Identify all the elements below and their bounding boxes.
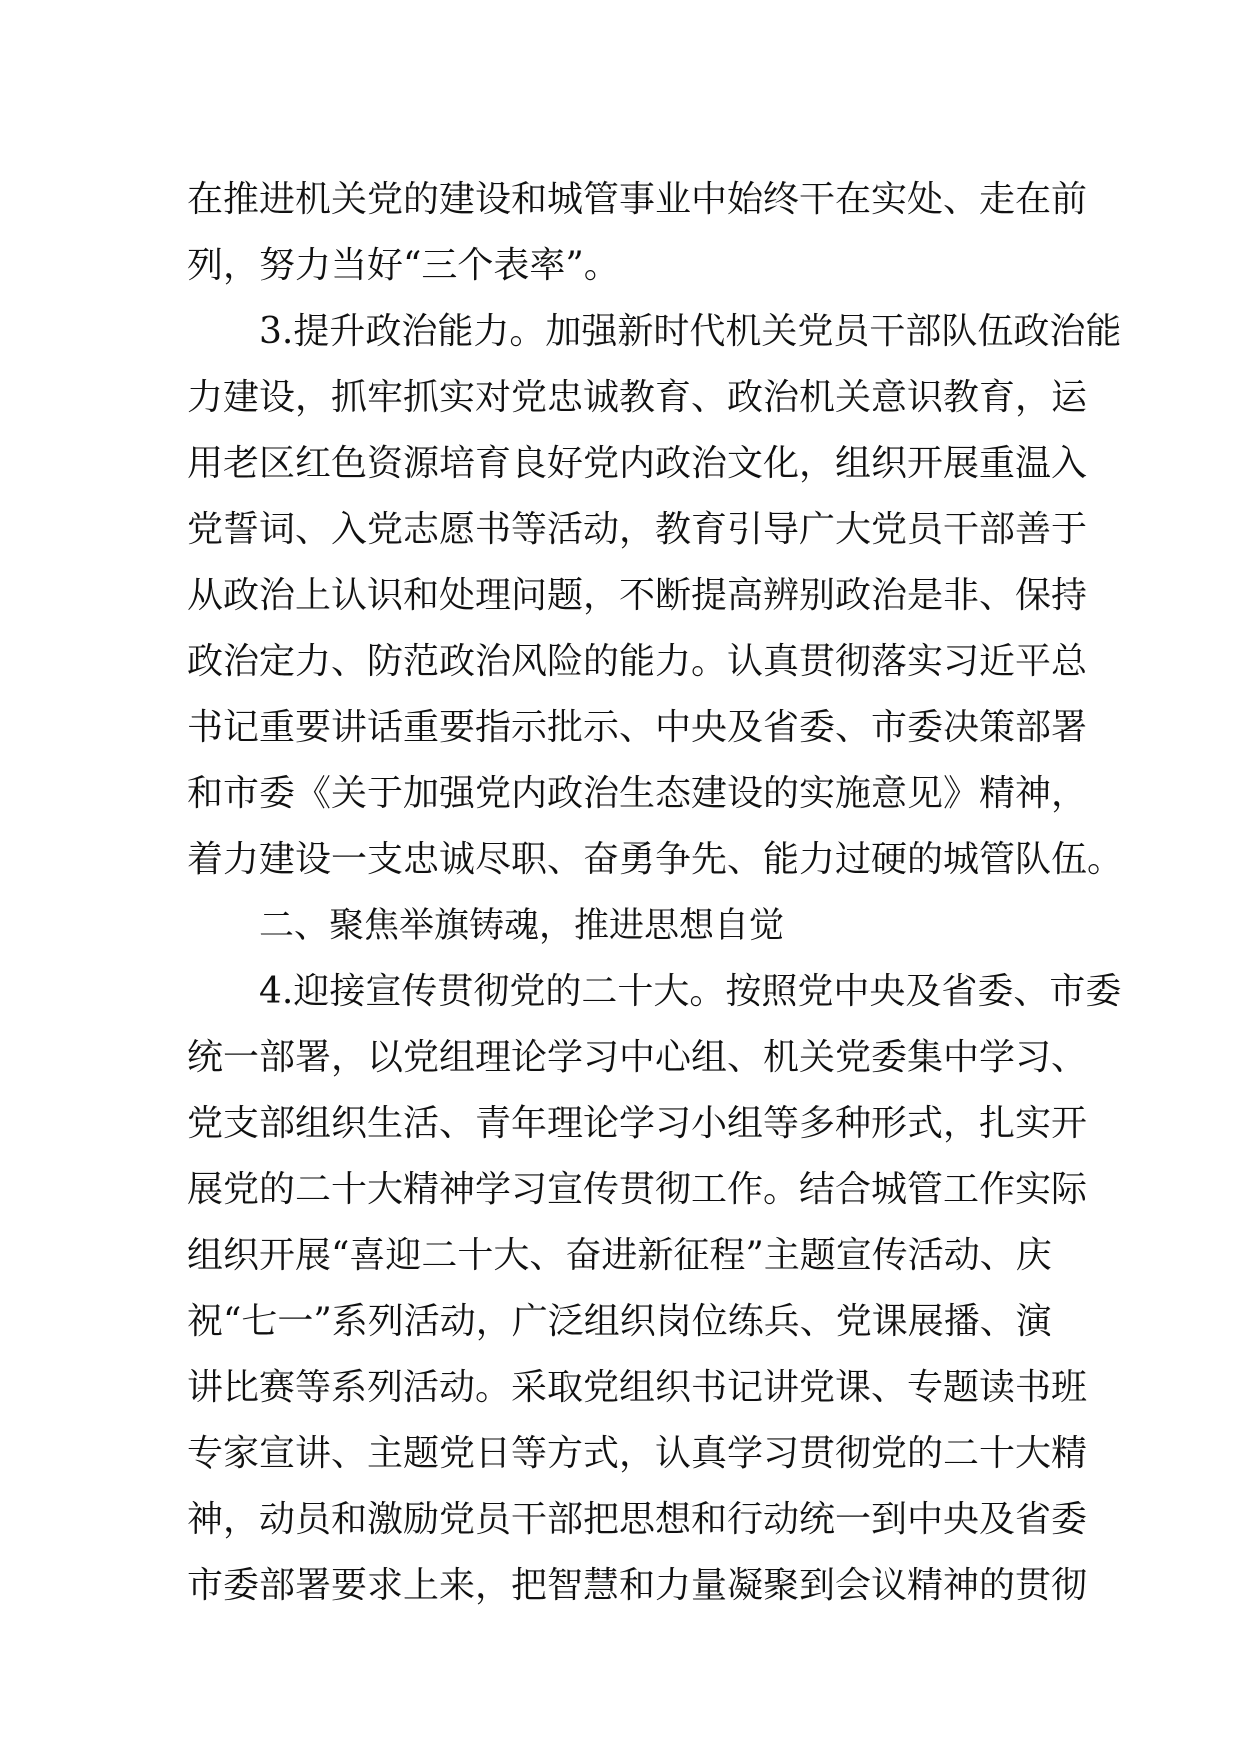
- paragraph-line: 着力建设一支忠诚尽职、奋勇争先、能力过硬的城管队伍。: [187, 839, 1124, 880]
- paragraph-line: 统一部署，以党组理论学习中心组、机关党委集中学习、: [187, 1037, 1088, 1078]
- paragraph-line: 力建设，抓牢抓实对党忠诚教育、政治机关意识教育，运: [187, 377, 1088, 418]
- paragraph-line: 神，动员和激励党员干部把思想和行动统一到中央及省委: [187, 1499, 1088, 1540]
- paragraph-line: 祝“七一”系列活动，广泛组织岗位练兵、党课展播、演: [187, 1301, 1052, 1342]
- paragraph-line: 用老区红色资源培育良好党内政治文化，组织开展重温入: [187, 443, 1088, 484]
- section-heading: 二、聚焦举旗铸魂，推进思想自觉: [259, 906, 785, 946]
- paragraph-line: 组织开展“喜迎二十大、奋进新征程”主题宣传活动、庆: [187, 1235, 1052, 1276]
- document-body: [187, 167, 1124, 1619]
- paragraph-line: 和市委《关于加强党内政治生态建设的实施意见》精神，: [187, 773, 1088, 814]
- paragraph-line: 3.提升政治能力。加强新时代机关党员干部队伍政治能: [259, 311, 1122, 352]
- paragraph-line: 在推进机关党的建设和城管事业中始终干在实处、走在前: [187, 179, 1088, 220]
- paragraph-line: 讲比赛等系列活动。采取党组织书记讲党课、专题读书班: [187, 1367, 1088, 1408]
- paragraph-line: 专家宣讲、主题党日等方式，认真学习贯彻党的二十大精: [187, 1433, 1088, 1474]
- paragraph-line: 政治定力、防范政治风险的能力。认真贯彻落实习近平总: [187, 641, 1088, 682]
- paragraph-line: 党誓词、入党志愿书等活动，教育引导广大党员干部善于: [187, 509, 1088, 550]
- paragraph-line: 4.迎接宣传贯彻党的二十大。按照党中央及省委、市委: [259, 971, 1122, 1012]
- paragraph-line: 书记重要讲话重要指示批示、中央及省委、市委决策部署: [187, 707, 1088, 748]
- paragraph-line: 从政治上认识和处理问题，不断提高辨别政治是非、保持: [187, 575, 1088, 616]
- paragraph-line: 党支部组织生活、青年理论学习小组等多种形式，扎实开: [187, 1103, 1088, 1144]
- paragraph-line: 市委部署要求上来，把智慧和力量凝聚到会议精神的贯彻: [187, 1565, 1088, 1606]
- paragraph-line: 列，努力当好“三个表率”。: [187, 245, 620, 286]
- paragraph-line: 展党的二十大精神学习宣传贯彻工作。结合城管工作实际: [187, 1169, 1088, 1210]
